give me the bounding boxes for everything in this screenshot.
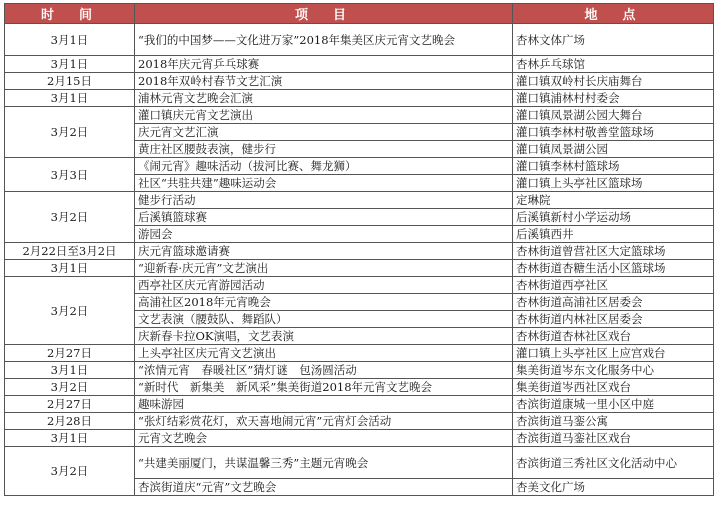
date-cell: 3月2日 [5, 379, 135, 396]
table-row [5, 396, 714, 413]
date-cell: 3月2日 [5, 192, 135, 243]
project-cell: 后溪镇篮球赛 [135, 209, 513, 226]
date-cell: 3月1日 [5, 24, 135, 56]
table-row [5, 90, 714, 107]
project-cell: 元宵文艺晚会 [135, 430, 513, 447]
header-place: 地 点 [513, 4, 714, 24]
place-cell: 后溪镇西井 [513, 226, 714, 243]
place-cell: 杏林街道西亭社区 [513, 277, 714, 294]
table-row [5, 107, 714, 124]
place-cell: 灌口镇浦林村村委会 [513, 90, 714, 107]
date-cell: 2月28日 [5, 413, 135, 430]
table-row [5, 413, 714, 430]
table-row [5, 430, 714, 447]
date-cell: 3月1日 [5, 430, 135, 447]
table-row [5, 277, 714, 294]
place-cell: 杏滨街道三秀社区文化活动中心 [513, 447, 714, 479]
place-cell: 灌口镇上头亭社区篮球场 [513, 175, 714, 192]
project-cell: “新时代 新集美 新风采”集美街道2018年元宵文艺晚会 [135, 379, 513, 396]
project-cell: 高浦社区2018年元宵晚会 [135, 294, 513, 311]
table-row [5, 24, 714, 56]
date-cell: 2月27日 [5, 345, 135, 362]
project-cell: 2018年庆元宵乒乓球赛 [135, 56, 513, 73]
date-cell: 2月27日 [5, 396, 135, 413]
project-cell: 庆元宵篮球邀请赛 [135, 243, 513, 260]
place-cell: 杏林街道曾营社区大定篮球场 [513, 243, 714, 260]
table-row [5, 56, 714, 73]
project-cell: “迎新春·庆元宵”文艺演出 [135, 260, 513, 277]
project-cell: 《闹元宵》趣味活动（拔河比赛、舞龙狮） [135, 158, 513, 175]
place-cell: 杏滨街道马銮公寓 [513, 413, 714, 430]
table-row [5, 243, 714, 260]
place-cell: 杏美文化广场 [513, 479, 714, 496]
table-row [5, 447, 714, 479]
header-time: 时 间 [5, 4, 135, 24]
project-cell: 灌口镇庆元宵文艺演出 [135, 107, 513, 124]
project-cell: “我们的中国梦——文化进万家”2018年集美区庆元宵文艺晚会 [135, 24, 513, 56]
table-body [5, 24, 714, 496]
place-cell: 后溪镇新村小学运动场 [513, 209, 714, 226]
place-cell: 灌口镇凤景湖公园 [513, 141, 714, 158]
table-row [5, 192, 714, 209]
header-project: 项 目 [135, 4, 513, 24]
project-cell: 庆元宵文艺汇演 [135, 124, 513, 141]
date-cell: 2月15日 [5, 73, 135, 90]
project-cell: 游园会 [135, 226, 513, 243]
table-row [5, 362, 714, 379]
place-cell: 杏林街道高浦社区居委会 [513, 294, 714, 311]
project-cell: “共建美丽厦门，共谋温馨三秀”主题元宵晚会 [135, 447, 513, 479]
place-cell: 定琳院 [513, 192, 714, 209]
place-cell: 杏林街道内林社区居委会 [513, 311, 714, 328]
place-cell: 灌口镇双岭村长庆庙舞台 [513, 73, 714, 90]
project-cell: 2018年双岭村春节文艺汇演 [135, 73, 513, 90]
place-cell: 杏林街道杏林社区戏台 [513, 328, 714, 345]
place-cell: 杏林街道杏糖生活小区篮球场 [513, 260, 714, 277]
project-cell: 浦林元宵文艺晚会汇演 [135, 90, 513, 107]
project-cell: 健步行活动 [135, 192, 513, 209]
date-cell: 3月1日 [5, 90, 135, 107]
date-cell: 3月2日 [5, 277, 135, 345]
place-cell: 集美街道岑西社区戏台 [513, 379, 714, 396]
place-cell: 灌口镇李林村敬善堂篮球场 [513, 124, 714, 141]
project-cell: “张灯结彩赏花灯，欢天喜地闹元宵”元宵灯会活动 [135, 413, 513, 430]
place-cell: 杏林乒乓球馆 [513, 56, 714, 73]
place-cell: 杏林文体广场 [513, 24, 714, 56]
event-schedule-table [4, 3, 714, 496]
project-cell: 杏滨街道庆“元宵”文艺晚会 [135, 479, 513, 496]
table-row [5, 158, 714, 175]
table-row [5, 260, 714, 277]
date-cell: 2月22日至3月2日 [5, 243, 135, 260]
place-cell: 灌口镇李林村篮球场 [513, 158, 714, 175]
place-cell: 灌口镇凤景湖公园大舞台 [513, 107, 714, 124]
project-cell: 文艺表演（腰鼓队、舞蹈队） [135, 311, 513, 328]
place-cell: 杏滨街道康城一里小区中庭 [513, 396, 714, 413]
table-row [5, 379, 714, 396]
project-cell: 趣味游园 [135, 396, 513, 413]
date-cell: 3月3日 [5, 158, 135, 192]
table-header-row [5, 4, 714, 24]
project-cell: 社区“共驻共建”趣味运动会 [135, 175, 513, 192]
place-cell: 杏滨街道马銮社区戏台 [513, 430, 714, 447]
project-cell: 庆新春卡拉OK演唱，文艺表演 [135, 328, 513, 345]
project-cell: 西亭社区庆元宵游园活动 [135, 277, 513, 294]
date-cell: 3月2日 [5, 107, 135, 158]
date-cell: 3月1日 [5, 362, 135, 379]
date-cell: 3月1日 [5, 260, 135, 277]
date-cell: 3月2日 [5, 447, 135, 496]
place-cell: 集美街道岑东文化服务中心 [513, 362, 714, 379]
place-cell: 灌口镇上头亭社区上应宫戏台 [513, 345, 714, 362]
date-cell: 3月1日 [5, 56, 135, 73]
project-cell: 上头亭社区庆元宵文艺演出 [135, 345, 513, 362]
table-row [5, 345, 714, 362]
project-cell: 黄庄社区腰鼓表演，健步行 [135, 141, 513, 158]
table-row [5, 73, 714, 90]
project-cell: “浓情元宵 春暖社区”猜灯谜 包汤圆活动 [135, 362, 513, 379]
